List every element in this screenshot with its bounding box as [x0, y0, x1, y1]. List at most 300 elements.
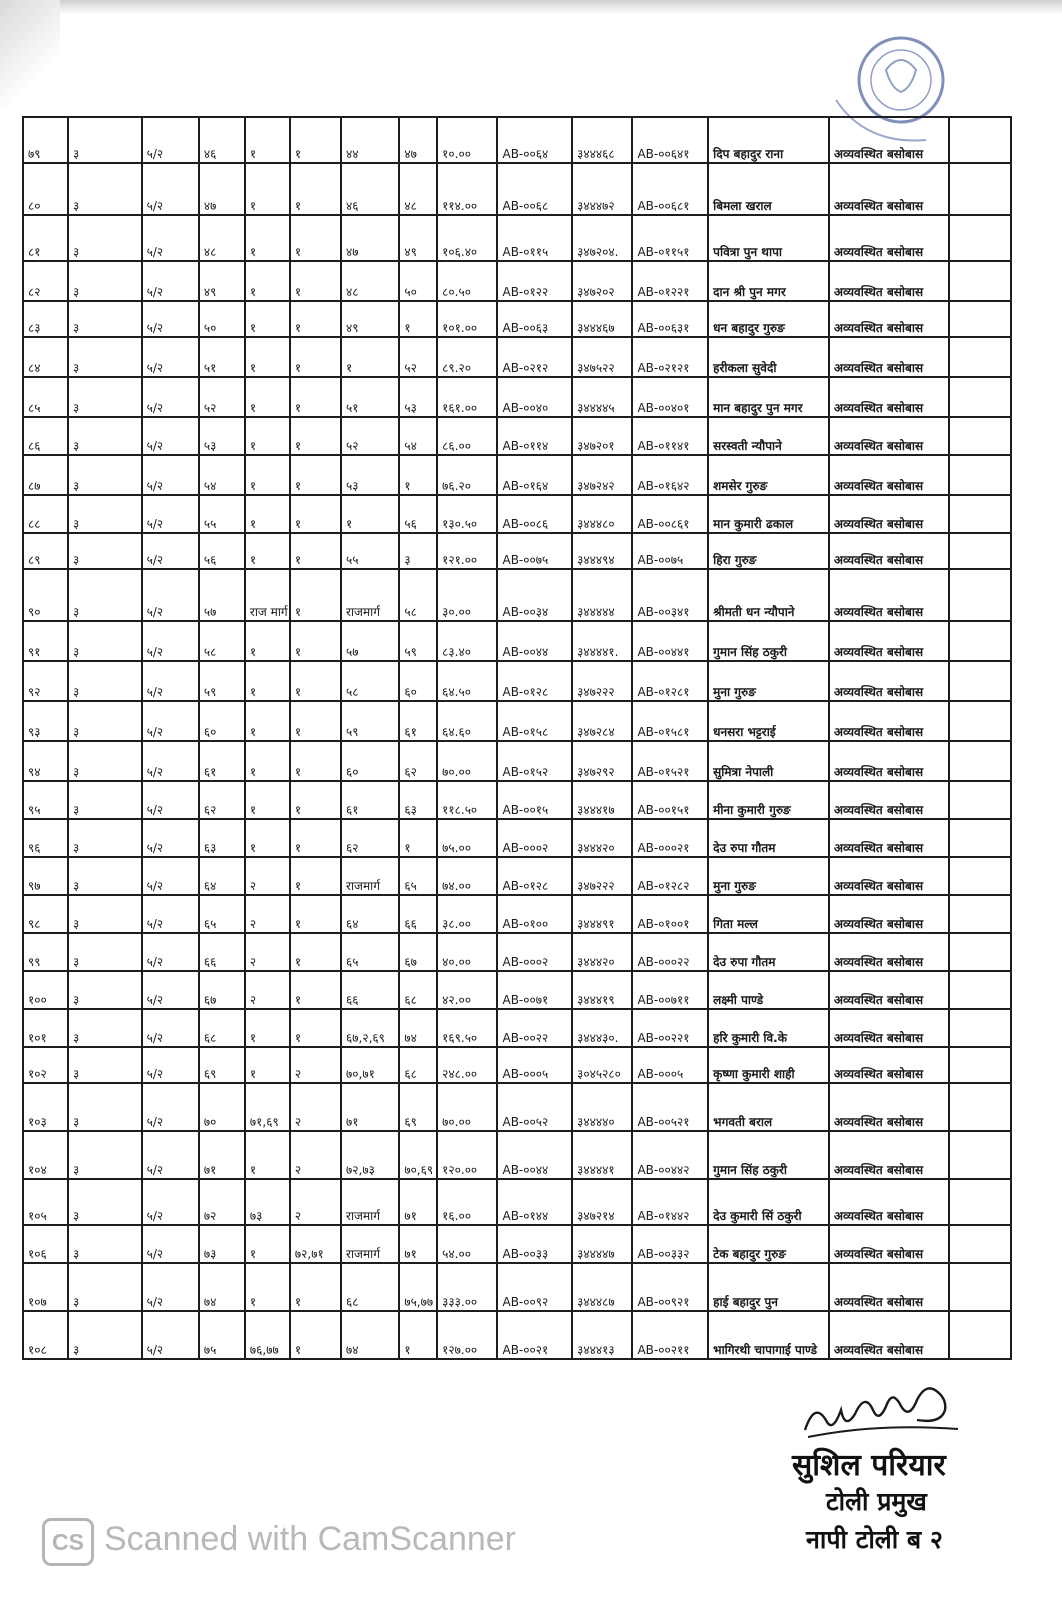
table-cell: मीना कुमारी गुरुङ [708, 781, 829, 819]
handwritten-signature [800, 1375, 980, 1445]
table-cell: ५/२ [142, 621, 199, 661]
table-cell: २ [245, 857, 290, 895]
table-cell: १ [245, 781, 290, 819]
table-cell: AB-००६८ [497, 163, 572, 215]
table-cell: १ [341, 337, 399, 377]
table-cell: राजमार्ग [341, 1225, 399, 1263]
table-cell: अव्यवस्थित बसोबास [829, 117, 950, 163]
table-cell: १०४ [23, 1131, 68, 1179]
table-cell: ५/२ [142, 377, 199, 417]
table-cell: ६८ [399, 971, 437, 1009]
table-cell: अव्यवस्थित बसोबास [829, 569, 950, 621]
table-cell: ३ [68, 857, 142, 895]
table-cell: AB-०००२२ [632, 933, 708, 971]
table-cell: १२७.०० [437, 1311, 497, 1359]
table-cell: ३ [68, 455, 142, 495]
signatory-team: नापी टोली ब २ [806, 1525, 943, 1554]
table-row [23, 701, 1011, 741]
table-cell: ४०.०० [437, 933, 497, 971]
table-cell: ३४४४९४ [572, 533, 632, 569]
table-cell [949, 533, 1011, 569]
table-row [23, 301, 1011, 337]
table-cell: ५/२ [142, 895, 199, 933]
table-cell: ३४४४२० [572, 819, 632, 857]
table-cell: अव्यवस्थित बसोबास [829, 701, 950, 741]
table-cell: ८९.२० [437, 337, 497, 377]
table-cell: AB-०११४१ [632, 417, 708, 455]
table-cell: ४२.०० [437, 971, 497, 1009]
table-cell: AB-००२२ [497, 1009, 572, 1047]
table-cell: AB-०१५८ [497, 701, 572, 741]
table-cell: ४९ [341, 301, 399, 337]
table-cell: ७१,६९ [245, 1083, 290, 1131]
table-cell: ७० [199, 1083, 245, 1131]
table-cell: १ [245, 741, 290, 781]
table-cell: ७३ [199, 1225, 245, 1263]
table-cell: १ [245, 1225, 290, 1263]
table-cell [949, 971, 1011, 1009]
table-cell: AB-०११४ [497, 417, 572, 455]
table-cell: ५/२ [142, 741, 199, 781]
scan-edge-shadow [0, 0, 1062, 14]
table-cell: अव्यवस्थित बसोबास [829, 417, 950, 455]
table-cell [949, 495, 1011, 533]
table-cell: ६७,२,६९ [341, 1009, 399, 1047]
table-cell: सरस्वती न्यौपाने [708, 417, 829, 455]
table-cell: ३ [68, 1225, 142, 1263]
table-cell: ५९ [399, 621, 437, 661]
table-cell: ३ [68, 741, 142, 781]
table-cell: ८३.४० [437, 621, 497, 661]
table-cell: १ [290, 857, 341, 895]
table-cell [949, 417, 1011, 455]
table-row [23, 1263, 1011, 1311]
table-cell: ३४४४४७ [572, 1225, 632, 1263]
table-cell: ६३ [399, 781, 437, 819]
table-cell: ६२ [399, 741, 437, 781]
table-cell: ५/२ [142, 1083, 199, 1131]
table-cell: AB-०१२८ [497, 661, 572, 701]
table-cell: ६५ [199, 895, 245, 933]
table-cell: १ [290, 377, 341, 417]
table-cell: ४९ [399, 215, 437, 261]
table-cell: ८०.५० [437, 261, 497, 301]
table-row [23, 971, 1011, 1009]
table-cell [949, 933, 1011, 971]
table-cell: मान कुमारी ढकाल [708, 495, 829, 533]
table-cell [949, 701, 1011, 741]
table-cell: ६१ [399, 701, 437, 741]
table-cell: ३४७२२२ [572, 661, 632, 701]
table-cell: ४६ [199, 117, 245, 163]
table-cell: ५/२ [142, 117, 199, 163]
table-row [23, 377, 1011, 417]
table-cell: ६६ [399, 895, 437, 933]
table-cell: ३ [68, 1311, 142, 1359]
table-row [23, 569, 1011, 621]
table-cell: ५/२ [142, 569, 199, 621]
table-cell: १ [290, 163, 341, 215]
table-cell: ३४४४४० [572, 1083, 632, 1131]
table-cell: ३ [68, 819, 142, 857]
table-cell: १ [245, 1263, 290, 1311]
table-cell: ७१ [399, 1225, 437, 1263]
table-cell: ६७ [399, 933, 437, 971]
table-cell: ४४ [341, 117, 399, 163]
table-cell: राजमार्ग [341, 569, 399, 621]
table-cell: AB-००५२१ [632, 1083, 708, 1131]
table-row [23, 261, 1011, 301]
table-cell: AB-०००२१ [632, 819, 708, 857]
table-cell: अव्यवस्थित बसोबास [829, 621, 950, 661]
table-cell: AB-००७१ [497, 971, 572, 1009]
table-cell: AB-०००५ [497, 1047, 572, 1083]
table-row [23, 857, 1011, 895]
table-row [23, 819, 1011, 857]
table-cell: ३४७२१४ [572, 1179, 632, 1225]
table-cell: ७४ [399, 1009, 437, 1047]
table-cell: १०६.४० [437, 215, 497, 261]
table-cell: AB-००३४१ [632, 569, 708, 621]
table-cell: ५८ [199, 621, 245, 661]
table-cell: ३४७२०४. [572, 215, 632, 261]
table-cell [949, 1263, 1011, 1311]
table-cell: ५/२ [142, 163, 199, 215]
land-record-table [22, 116, 1012, 1360]
table-cell: ३ [68, 117, 142, 163]
table-cell [949, 301, 1011, 337]
table-cell: टेक बहादुर गुरुङ [708, 1225, 829, 1263]
table-cell: १ [290, 1263, 341, 1311]
table-cell: ६७ [199, 971, 245, 1009]
table-cell: अव्यवस्थित बसोबास [829, 261, 950, 301]
table-cell: अव्यवस्थित बसोबास [829, 741, 950, 781]
table-cell: ३४४४८७ [572, 1263, 632, 1311]
table-cell: ६५ [341, 933, 399, 971]
table-cell: ५२ [399, 337, 437, 377]
table-cell: ५/२ [142, 933, 199, 971]
table-cell: ६६ [199, 933, 245, 971]
table-cell: ७१ [199, 1131, 245, 1179]
table-cell: १ [245, 377, 290, 417]
table-cell: AB-००६३ [497, 301, 572, 337]
table-cell: ७१ [399, 1179, 437, 1225]
table-cell: AB-०१४४ [497, 1179, 572, 1225]
table-cell: ३४७५२२ [572, 337, 632, 377]
table-cell: अव्यवस्थित बसोबास [829, 1047, 950, 1083]
table-cell [949, 1083, 1011, 1131]
table-row [23, 1225, 1011, 1263]
table-cell: ९४ [23, 741, 68, 781]
table-cell: ५८ [341, 661, 399, 701]
table-cell: ६८ [199, 1009, 245, 1047]
table-cell: ५६ [199, 533, 245, 569]
table-cell: १ [245, 661, 290, 701]
table-cell: ५/२ [142, 261, 199, 301]
table-cell: भगवती बराल [708, 1083, 829, 1131]
table-cell: ५७ [199, 569, 245, 621]
table-cell: ५/२ [142, 819, 199, 857]
table-cell: ३ [68, 661, 142, 701]
table-cell: १ [290, 455, 341, 495]
table-cell: ५१ [199, 337, 245, 377]
table-cell: ३४७२२२ [572, 857, 632, 895]
table-cell: अव्यवस्थित बसोबास [829, 533, 950, 569]
table-cell: ५/२ [142, 1131, 199, 1179]
table-cell: ५/२ [142, 1311, 199, 1359]
table-cell: मुना गुरुङ [708, 661, 829, 701]
table-cell: १ [290, 933, 341, 971]
table-cell: ४७ [399, 117, 437, 163]
table-cell: १ [399, 1311, 437, 1359]
table-cell: ९१ [23, 621, 68, 661]
table-cell: AB-०१०० [497, 895, 572, 933]
table-cell: ६८ [399, 1047, 437, 1083]
table-cell: १ [341, 495, 399, 533]
table-cell: ४६ [341, 163, 399, 215]
table-cell [949, 455, 1011, 495]
table-cell: ९७ [23, 857, 68, 895]
table-cell: AB-००४० [497, 377, 572, 417]
table-cell: ३४४४४५ [572, 377, 632, 417]
table-cell: ५/२ [142, 455, 199, 495]
table-cell: राजमार्ग [341, 1179, 399, 1225]
table-cell: ४८ [399, 163, 437, 215]
table-cell: AB-००२१ [497, 1311, 572, 1359]
table-cell: १०२ [23, 1047, 68, 1083]
table-cell: गुमान सिंह ठकुरी [708, 621, 829, 661]
table-cell: १२०.०० [437, 1131, 497, 1179]
table-cell: १ [245, 1009, 290, 1047]
table-cell: AB-०१२८ [497, 857, 572, 895]
table-cell: १३०.५० [437, 495, 497, 533]
table-cell: अव्यवस्थित बसोबास [829, 377, 950, 417]
table-cell: ७२,७१ [290, 1225, 341, 1263]
table-cell: ३४४४६७ [572, 301, 632, 337]
table-cell: ३ [68, 1047, 142, 1083]
table-cell: १६१.०० [437, 377, 497, 417]
table-cell: ५० [399, 261, 437, 301]
table-cell: ११८.५० [437, 781, 497, 819]
paper-fold-shadow [0, 0, 60, 110]
table-row [23, 1311, 1011, 1359]
table-cell: ७१ [341, 1083, 399, 1131]
table-row [23, 895, 1011, 933]
table-cell: ३ [68, 895, 142, 933]
table-cell: ५/२ [142, 701, 199, 741]
table-cell: हरि कुमारी वि.के [708, 1009, 829, 1047]
table-cell: ५/२ [142, 215, 199, 261]
table-cell [949, 261, 1011, 301]
table-cell: ५५ [199, 495, 245, 533]
table-cell: १ [245, 495, 290, 533]
table-cell: ६१ [199, 741, 245, 781]
table-cell: १ [399, 455, 437, 495]
table-cell: अव्यवस्थित बसोबास [829, 781, 950, 819]
table-cell [949, 1179, 1011, 1225]
table-row [23, 495, 1011, 533]
table-row [23, 781, 1011, 819]
camscanner-logo-icon: CS [42, 1518, 94, 1566]
table-cell: १ [290, 971, 341, 1009]
table-row [23, 215, 1011, 261]
table-cell: AB-०१६४२ [632, 455, 708, 495]
table-cell: १ [290, 215, 341, 261]
table-cell: १ [245, 337, 290, 377]
table-cell: ७५,७७ [399, 1263, 437, 1311]
table-cell: ३ [68, 971, 142, 1009]
table-cell: देउ रुपा गौतम [708, 933, 829, 971]
table-cell: ८३ [23, 301, 68, 337]
table-cell: ६४.६० [437, 701, 497, 741]
table-cell: AB-००७५ [632, 533, 708, 569]
table-cell: ३४४४४१ [572, 1131, 632, 1179]
table-cell [949, 569, 1011, 621]
table-cell: ३४४४६८ [572, 117, 632, 163]
table-cell: ३ [68, 621, 142, 661]
signatory-name: सुशिल परियार [792, 1448, 946, 1483]
table-cell: ११४.०० [437, 163, 497, 215]
table-cell: AB-०००५ [632, 1047, 708, 1083]
table-cell: ५८ [399, 569, 437, 621]
table-cell: ३४४४१९ [572, 971, 632, 1009]
table-cell: AB-००१५ [497, 781, 572, 819]
table-cell: AB-०२१२ [497, 337, 572, 377]
table-row [23, 1131, 1011, 1179]
table-cell: सुमित्रा नेपाली [708, 741, 829, 781]
table-cell: AB-००६४ [497, 117, 572, 163]
table-cell: अव्यवस्थित बसोबास [829, 215, 950, 261]
table-cell [949, 741, 1011, 781]
table-cell: १ [290, 819, 341, 857]
table-cell: १०० [23, 971, 68, 1009]
table-cell: AB-००३३२ [632, 1225, 708, 1263]
table-cell: ३ [68, 569, 142, 621]
table-cell: AB-००९२ [497, 1263, 572, 1311]
table-cell: ४८ [199, 215, 245, 261]
table-cell: ३ [68, 1131, 142, 1179]
table-cell: अव्यवस्थित बसोबास [829, 895, 950, 933]
table-cell: ५/२ [142, 337, 199, 377]
table-cell: ४८ [341, 261, 399, 301]
table-cell: ३ [68, 417, 142, 455]
table-cell: ५/२ [142, 781, 199, 819]
table-cell: ६२ [199, 781, 245, 819]
table-cell: गिता मल्ल [708, 895, 829, 933]
table-cell: ३४७२८४ [572, 701, 632, 741]
table-cell: ७०.०० [437, 1083, 497, 1131]
table-cell: ३४४४९१ [572, 895, 632, 933]
table-cell: १ [245, 819, 290, 857]
table-cell: ५/२ [142, 1009, 199, 1047]
table-cell: दान श्री पुन मगर [708, 261, 829, 301]
table-cell: ७६.२० [437, 455, 497, 495]
table-cell: ५० [199, 301, 245, 337]
table-cell: AB-०१२८१ [632, 661, 708, 701]
table-cell: AB-००८६ [497, 495, 572, 533]
table-cell: १०.०० [437, 117, 497, 163]
table-cell: २ [290, 1131, 341, 1179]
table-cell: अव्यवस्थित बसोबास [829, 971, 950, 1009]
table-cell: ३४४४२० [572, 933, 632, 971]
table-cell: १ [290, 495, 341, 533]
table-cell: ३४४४४४ [572, 569, 632, 621]
table-cell: AB-०११५१ [632, 215, 708, 261]
table-cell: ४७ [199, 163, 245, 215]
table-cell [949, 895, 1011, 933]
table-cell: २ [245, 971, 290, 1009]
table-cell: ७६,७७ [245, 1311, 290, 1359]
table-row [23, 117, 1011, 163]
table-cell: १ [290, 1009, 341, 1047]
table-cell: २ [245, 895, 290, 933]
table-row [23, 1083, 1011, 1131]
table-cell: ३ [68, 337, 142, 377]
table-cell [949, 819, 1011, 857]
table-cell: ३ [68, 1263, 142, 1311]
table-cell: ६२ [341, 819, 399, 857]
table-cell: २ [290, 1083, 341, 1131]
table-cell: १ [245, 701, 290, 741]
table-cell: ५४ [199, 455, 245, 495]
table-cell: ५२ [199, 377, 245, 417]
table-cell: AB-००५२ [497, 1083, 572, 1131]
table-cell: ९६ [23, 819, 68, 857]
table-cell: अव्यवस्थित बसोबास [829, 661, 950, 701]
table-cell [949, 117, 1011, 163]
table-cell [949, 857, 1011, 895]
table-cell: १ [245, 163, 290, 215]
table-cell: अव्यवस्थित बसोबास [829, 495, 950, 533]
table-cell: अव्यवस्थित बसोबास [829, 1083, 950, 1131]
table-cell [949, 1131, 1011, 1179]
table-cell: ८५ [23, 377, 68, 417]
table-cell: ६९ [199, 1047, 245, 1083]
table-cell: ८१ [23, 215, 68, 261]
table-cell: १ [290, 1311, 341, 1359]
table-cell: AB-००४४ [497, 1131, 572, 1179]
table-row [23, 163, 1011, 215]
table-cell [949, 1047, 1011, 1083]
table-row [23, 417, 1011, 455]
table-cell: ३४४४४१. [572, 621, 632, 661]
table-cell: ३ [68, 1179, 142, 1225]
table-cell: ७५ [199, 1311, 245, 1359]
table-cell: ९८ [23, 895, 68, 933]
table-cell: ५४ [399, 417, 437, 455]
table-cell: ६५ [399, 857, 437, 895]
table-cell [949, 1009, 1011, 1047]
table-cell: ५७ [341, 621, 399, 661]
table-cell: १ [290, 301, 341, 337]
table-cell: ३३३.०० [437, 1263, 497, 1311]
table-cell: हाई बहादुर पुन [708, 1263, 829, 1311]
table-cell: मुना गुरुङ [708, 857, 829, 895]
table-cell: १ [245, 215, 290, 261]
table-cell: १ [290, 781, 341, 819]
table-cell [949, 1225, 1011, 1263]
table-cell: AB-०००२ [497, 933, 572, 971]
table-cell: १ [290, 895, 341, 933]
table-cell: अव्यवस्थित बसोबास [829, 1009, 950, 1047]
table-cell: ३ [68, 215, 142, 261]
table-cell: ९२ [23, 661, 68, 701]
table-cell: शमसेर गुरुङ [708, 455, 829, 495]
table-cell: श्रीमती धन न्यौपाने [708, 569, 829, 621]
table-cell: AB-०१५२ [497, 741, 572, 781]
table-row [23, 337, 1011, 377]
table-cell: १ [290, 261, 341, 301]
